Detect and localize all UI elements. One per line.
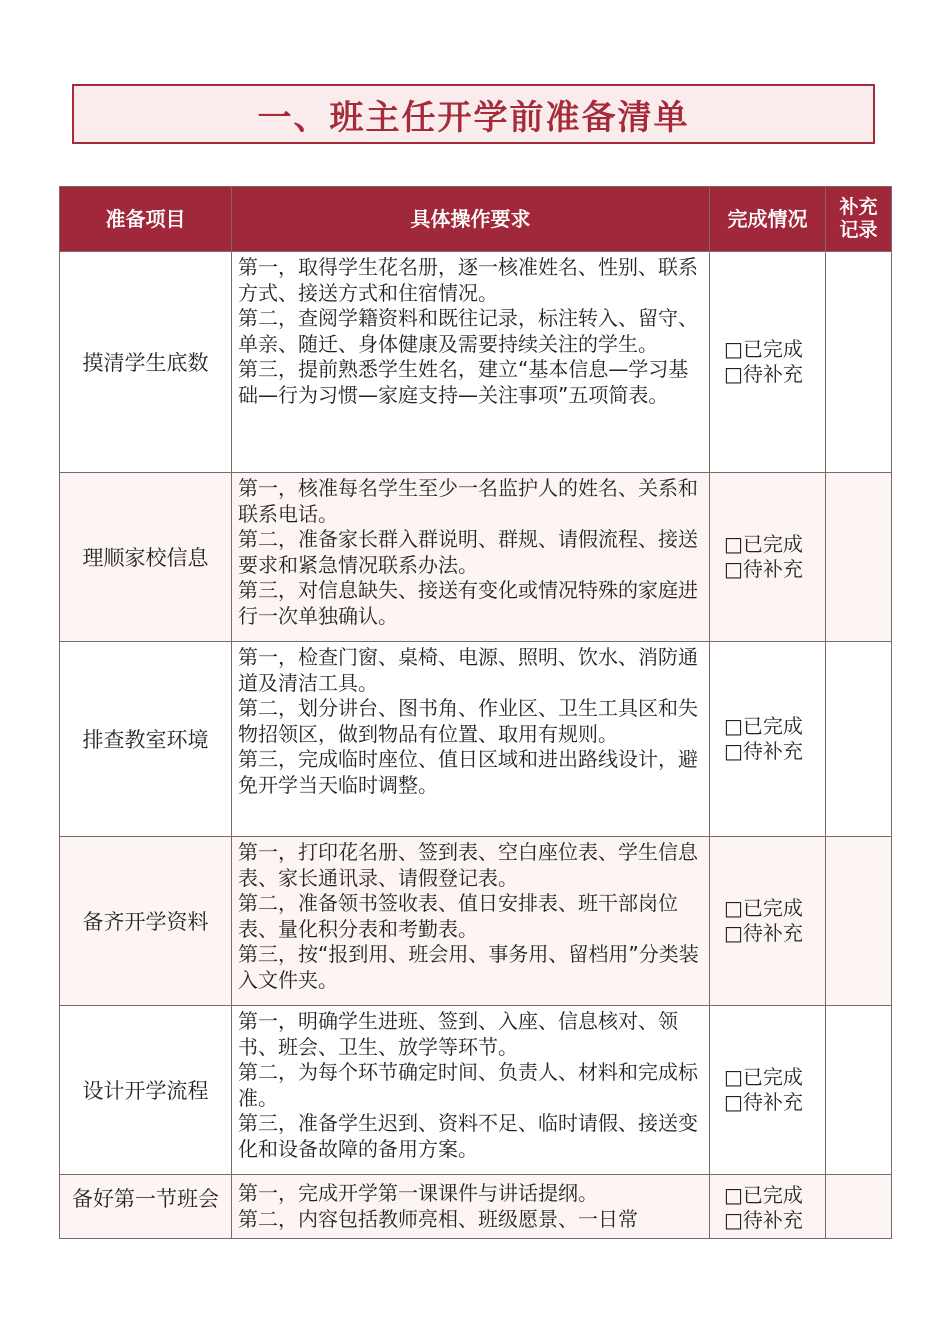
requirement-step: 第一，明确学生进班、签到、入座、信息核对、领书、班会、卫生、放学等环节。 bbox=[238, 1009, 678, 1059]
done-checkbox[interactable]: □已完成 bbox=[724, 1183, 803, 1207]
note-cell[interactable] bbox=[826, 252, 892, 473]
item-cell: 理顺家校信息 bbox=[60, 473, 232, 642]
done-checkbox[interactable]: □已完成 bbox=[724, 532, 803, 556]
status-cell bbox=[710, 1175, 826, 1239]
pending-checkbox[interactable]: □待补充 bbox=[724, 557, 803, 581]
checklist-table bbox=[59, 186, 892, 1239]
note-cell[interactable] bbox=[826, 1006, 892, 1175]
pending-checkbox[interactable]: □待补充 bbox=[724, 1208, 803, 1232]
note-cell[interactable] bbox=[826, 642, 892, 837]
header-item: 准备项目 bbox=[60, 187, 232, 252]
done-checkbox[interactable]: □已完成 bbox=[724, 1065, 803, 1089]
done-checkbox[interactable]: □已完成 bbox=[724, 896, 803, 920]
item-cell: 排查教室环境 bbox=[60, 642, 232, 837]
table-row bbox=[60, 473, 892, 642]
item-cell: 备齐开学资料 bbox=[60, 837, 232, 1006]
requirement-cell bbox=[232, 473, 710, 642]
table-row bbox=[60, 1175, 892, 1239]
done-checkbox[interactable]: □已完成 bbox=[724, 714, 803, 738]
item-cell: 摸清学生底数 bbox=[60, 252, 232, 473]
requirement-step: 第二，内容包括教师亮相、班级愿景、一日常 bbox=[238, 1206, 638, 1231]
requirement-step: 第三，按“报到用、班会用、事务用、留档用”分类装入文件夹。 bbox=[238, 942, 699, 992]
table-row bbox=[60, 1006, 892, 1175]
requirement-step: 第三，提前熟悉学生姓名，建立“基本信息—学习基础—行为习惯—家庭支持—关注事项”五项简表。 bbox=[238, 357, 689, 407]
pending-checkbox[interactable]: □待补充 bbox=[724, 739, 803, 763]
header-status: 完成情况 bbox=[710, 187, 826, 252]
requirement-step: 第二，为每个环节确定时间、负责人、材料和完成标准。 bbox=[238, 1060, 698, 1110]
pending-checkbox[interactable]: □待补充 bbox=[724, 1090, 803, 1114]
status-cell bbox=[710, 642, 826, 837]
table-row bbox=[60, 252, 892, 473]
done-checkbox[interactable]: □已完成 bbox=[724, 337, 803, 361]
header-note bbox=[826, 187, 892, 252]
requirement-cell bbox=[232, 837, 710, 1006]
requirement-step: 第二，划分讲台、图书角、作业区、卫生工具区和失物招领区，做到物品有位置、取用有规则。 bbox=[238, 696, 698, 746]
pending-checkbox[interactable]: □待补充 bbox=[724, 362, 803, 386]
table-row bbox=[60, 837, 892, 1006]
requirement-step: 第二，准备家长群入群说明、群规、请假流程、接送要求和紧急情况联系办法。 bbox=[238, 527, 698, 577]
status-cell bbox=[710, 1006, 826, 1175]
header-row bbox=[60, 187, 892, 252]
header-note-line2: 记录 bbox=[839, 219, 878, 241]
status-cell bbox=[710, 252, 826, 473]
note-cell[interactable] bbox=[826, 473, 892, 642]
requirement-step: 第一，完成开学第一课课件与讲话提纲。 bbox=[238, 1181, 598, 1205]
status-cell bbox=[710, 837, 826, 1006]
requirement-step: 第三，准备学生迟到、资料不足、临时请假、接送变化和设备故障的备用方案。 bbox=[238, 1111, 698, 1161]
header-requirement: 具体操作要求 bbox=[232, 187, 710, 252]
item-cell: 设计开学流程 bbox=[60, 1006, 232, 1175]
requirement-step: 第二，准备领书签收表、值日安排表、班干部岗位表、量化积分表和考勤表。 bbox=[238, 891, 678, 941]
requirement-step: 第三，对信息缺失、接送有变化或情况特殊的家庭进行一次单独确认。 bbox=[238, 578, 698, 628]
note-cell[interactable] bbox=[826, 837, 892, 1006]
header-note-line1: 补充 bbox=[839, 196, 878, 218]
requirement-step: 第一，检查门窗、桌椅、电源、照明、饮水、消防通道及清洁工具。 bbox=[238, 645, 698, 695]
item-cell: 备好第一节班会 bbox=[60, 1175, 232, 1239]
requirement-step: 第一，取得学生花名册，逐一核准姓名、性别、联系方式、接送方式和住宿情况。 bbox=[238, 255, 698, 305]
status-cell bbox=[710, 473, 826, 642]
requirement-step: 第二，查阅学籍资料和既往记录，标注转入、留守、单亲、随迁、身体健康及需要持续关注的学生。 bbox=[238, 306, 698, 356]
requirement-cell bbox=[232, 642, 710, 837]
requirement-step: 第一，核准每名学生至少一名监护人的姓名、关系和联系电话。 bbox=[238, 476, 698, 526]
requirement-step: 第一，打印花名册、签到表、空白座位表、学生信息表、家长通讯录、请假登记表。 bbox=[238, 840, 698, 890]
table-row bbox=[60, 642, 892, 837]
requirement-cell bbox=[232, 1006, 710, 1175]
note-cell[interactable] bbox=[826, 1175, 892, 1239]
page-title: 一、班主任开学前准备清单 bbox=[257, 97, 690, 138]
requirement-cell bbox=[232, 252, 710, 473]
requirement-cell bbox=[232, 1175, 710, 1239]
requirement-step: 第三，完成临时座位、值日区域和进出路线设计，避免开学当天临时调整。 bbox=[238, 747, 698, 797]
pending-checkbox[interactable]: □待补充 bbox=[724, 921, 803, 945]
title-box bbox=[72, 84, 875, 144]
